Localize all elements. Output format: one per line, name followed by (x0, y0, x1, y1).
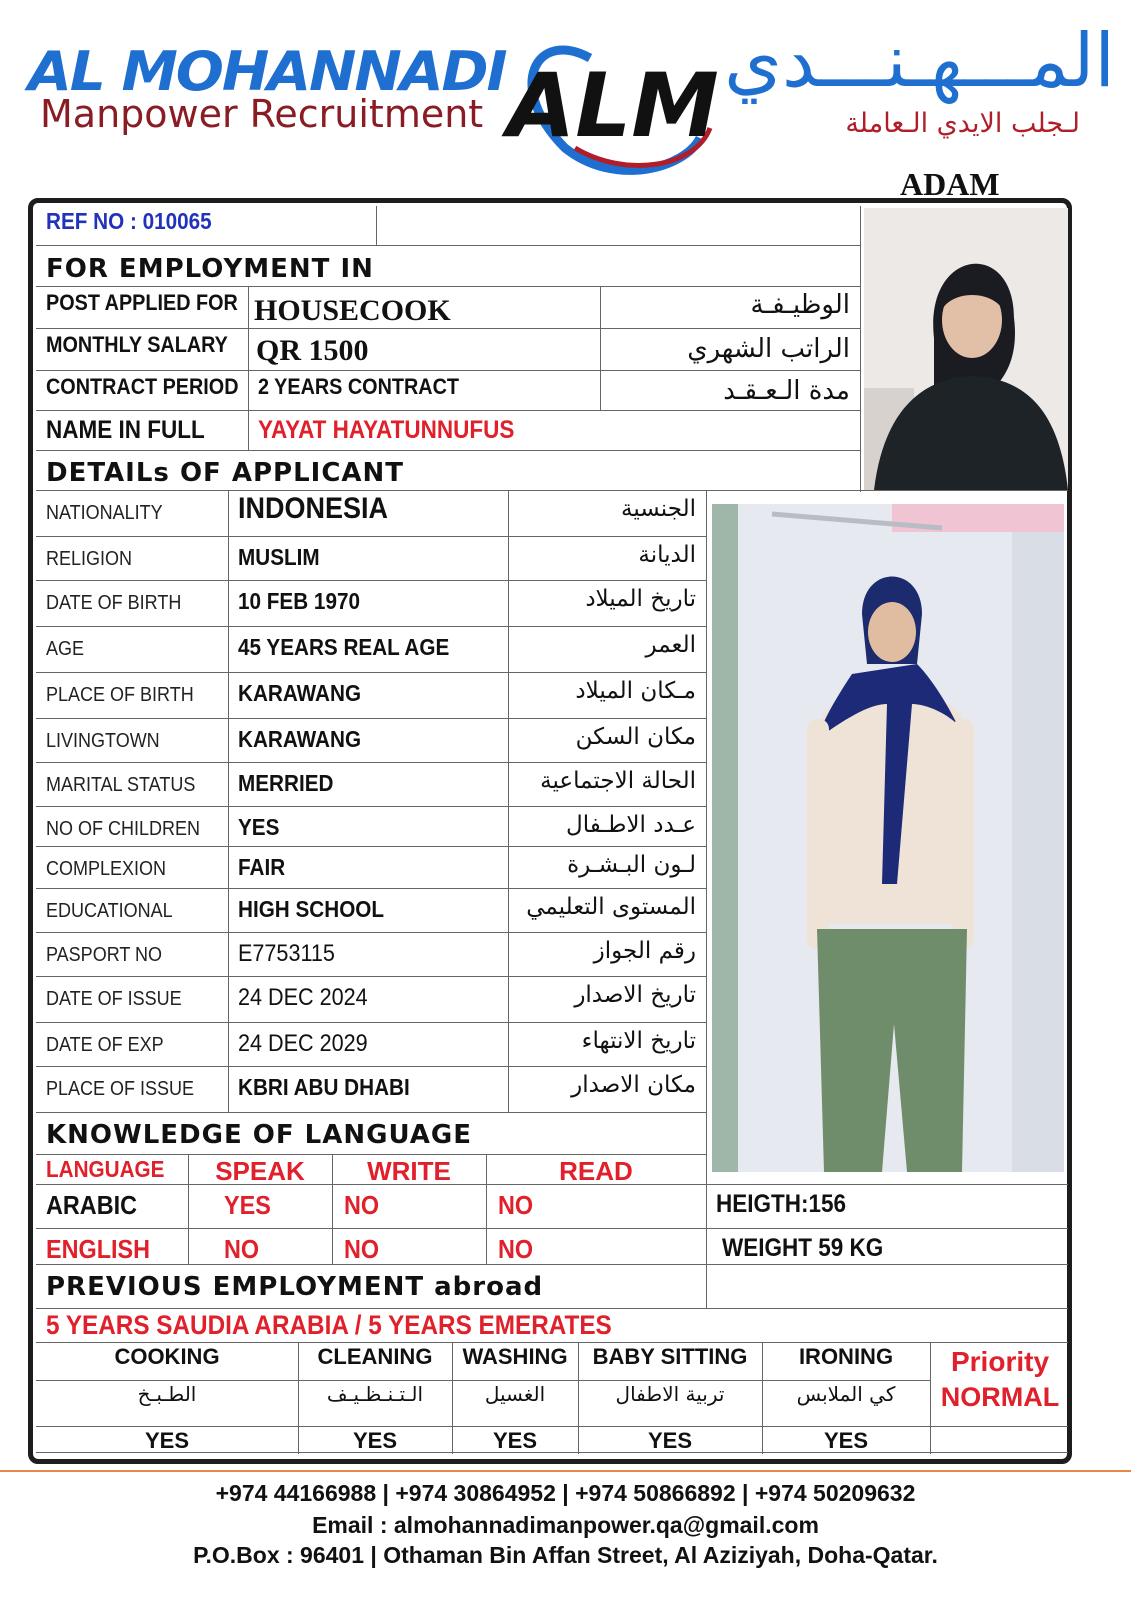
priority-value: NORMAL (940, 1382, 1060, 1412)
monthly-salary-ar: الراتب الشهري (687, 334, 850, 364)
detail-label-ar: مكان السكن (575, 724, 696, 750)
portrait-figure-icon (864, 208, 1068, 490)
detail-value: KBRI ABU DHABI (238, 1074, 410, 1100)
detail-label: DATE OF EXP (46, 1034, 164, 1056)
language-write: NO (344, 1190, 380, 1220)
footer-email: Email : almohannadimanpower.qa@gmail.com (312, 1512, 819, 1538)
detail-label: DATE OF ISSUE (46, 988, 182, 1010)
detail-value: INDONESIA (238, 492, 389, 525)
detail-label-ar: الجنسية (621, 496, 696, 522)
detail-value: E7753115 (238, 940, 335, 967)
post-applied-label: POST APPLIED FOR (46, 290, 238, 315)
skill-value: YES (352, 1428, 398, 1453)
skill-name: COOKING (114, 1344, 220, 1369)
priority-label: Priority (950, 1346, 1050, 1377)
language-section-title: KNOWLEDGE OF LANGUAGE (46, 1120, 472, 1150)
ref-number: REF NO : 010065 (46, 208, 212, 234)
footer-phones: +974 44166988 | +974 30864952 | +974 50866892 | +974 50209632 (215, 1480, 916, 1506)
skill-value: YES (647, 1428, 693, 1453)
applicant-full-photo (712, 504, 1064, 1172)
logo-text: ALM (507, 54, 719, 157)
footer-address: P.O.Box : 96401 | Othaman Bin Affan Street, Al Aziziyah, Doha-Qatar. (193, 1542, 938, 1568)
language-write: NO (344, 1234, 380, 1264)
detail-label-ar: رقم الجواز (593, 938, 696, 964)
brand-subtitle-en: Manpower Recruitment (40, 92, 484, 136)
brand-name-ar: المـــهـنـــدي (724, 18, 1115, 104)
detail-value: 45 YEARS REAL AGE (238, 634, 450, 660)
detail-label: COMPLEXION (46, 858, 167, 880)
skill-value: YES (823, 1428, 869, 1453)
detail-label: DATE OF BIRTH (46, 592, 182, 614)
detail-value: 24 DEC 2029 (238, 1030, 368, 1057)
detail-label-ar: مكان الاصدار (571, 1072, 696, 1098)
detail-label-ar: الحالة الاجتماعية (540, 768, 696, 794)
detail-value: MUSLIM (238, 544, 320, 570)
post-applied-ar: الوظيـفـة (750, 290, 850, 320)
detail-label: MARITAL STATUS (46, 774, 196, 796)
skill-name: IRONING (798, 1344, 894, 1369)
skill-value: YES (492, 1428, 538, 1453)
language-header-language: LANGUAGE (46, 1156, 165, 1182)
detail-label-ar: العمر (645, 632, 696, 658)
language-name: ARABIC (46, 1190, 137, 1220)
alm-logo-icon (495, 18, 725, 178)
previous-employment-value: 5 YEARS SAUDIA ARABIA / 5 YEARS EMERATES (46, 1310, 612, 1340)
detail-value: 10 FEB 1970 (238, 588, 360, 614)
detail-label-ar: تاريخ الانتهاء (581, 1028, 696, 1054)
detail-value: MERRIED (238, 770, 334, 796)
applicant-portrait-photo (864, 208, 1068, 490)
detail-label-ar: تاريخ الاصدار (574, 982, 696, 1008)
name-in-full-value: YAYAT HAYATUNNUFUS (258, 416, 515, 444)
detail-label-ar: تاريخ الميلاد (585, 586, 696, 612)
detail-label: AGE (46, 638, 85, 660)
details-section-title: DETAILs OF APPLICANT (46, 458, 405, 488)
full-body-figure-icon (712, 504, 1064, 1172)
detail-label: RELIGION (46, 548, 133, 570)
weight-value: WEIGHT 59 KG (722, 1234, 884, 1262)
detail-label-ar: المستوى التعليمي (526, 894, 696, 920)
brand-name-en: AL MOHANNADI (28, 40, 506, 103)
detail-label: PLACE OF ISSUE (46, 1078, 195, 1100)
language-speak: NO (224, 1234, 260, 1264)
language-read: NO (498, 1234, 534, 1264)
footer-divider (0, 1470, 1131, 1472)
detail-label: PLACE OF BIRTH (46, 684, 194, 706)
detail-label-ar: لـون البـشـرة (567, 852, 696, 878)
language-header-speak: SPEAK (215, 1156, 305, 1186)
skill-name-ar: الغسيل (484, 1382, 546, 1406)
contract-period-ar: مدة الـعـقـد (723, 376, 850, 406)
name-in-full-label: NAME IN FULL (46, 416, 205, 444)
detail-label: LIVINGTOWN (46, 730, 160, 752)
agent-name: ADAM (900, 166, 1000, 202)
skill-name: BABY SITTING (592, 1344, 748, 1369)
detail-value: 24 DEC 2024 (238, 984, 368, 1011)
skill-name: WASHING (462, 1344, 568, 1369)
detail-label: NO OF CHILDREN (46, 818, 201, 840)
skill-name-ar: الطـبـخ (137, 1382, 197, 1406)
detail-value: FAIR (238, 854, 286, 880)
skill-value: YES (144, 1428, 190, 1453)
skill-name-ar: الـتـنـظـيـف (326, 1382, 424, 1406)
detail-value: HIGH SCHOOL (238, 896, 385, 922)
detail-value: YES (238, 814, 280, 840)
employment-section-title: FOR EMPLOYMENT IN (46, 254, 374, 284)
monthly-salary-label: MONTHLY SALARY (46, 332, 228, 357)
contract-period-value: 2 YEARS CONTRACT (258, 374, 459, 399)
detail-value: KARAWANG (238, 726, 362, 752)
language-speak: YES (224, 1190, 271, 1220)
detail-label: EDUCATIONAL (46, 900, 173, 922)
language-header-read: READ (559, 1156, 633, 1186)
language-name: ENGLISH (46, 1234, 151, 1264)
detail-label: NATIONALITY (46, 502, 163, 524)
detail-label: PASPORT NO (46, 944, 163, 966)
skill-name-ar: تربية الاطفال (615, 1382, 725, 1406)
language-read: NO (498, 1190, 534, 1220)
skill-name: CLEANING (317, 1344, 433, 1369)
post-applied-value: HOUSECOOK (254, 294, 451, 327)
language-header-write: WRITE (367, 1156, 451, 1186)
brand-subtitle-ar: لـجلب الايدي الـعاملة (845, 108, 1080, 139)
detail-label-ar: مـكان الميلاد (575, 678, 696, 704)
previous-employment-title: PREVIOUS EMPLOYMENT abroad (46, 1272, 544, 1302)
monthly-salary-value: QR 1500 (256, 334, 369, 367)
detail-label-ar: عـدد الاطـفال (566, 812, 696, 838)
detail-value: KARAWANG (238, 680, 362, 706)
detail-label-ar: الديانة (638, 542, 696, 568)
skill-name-ar: كي الملابس (796, 1382, 896, 1406)
height-value: HEIGTH:156 (716, 1190, 847, 1218)
contract-period-label: CONTRACT PERIOD (46, 374, 239, 399)
